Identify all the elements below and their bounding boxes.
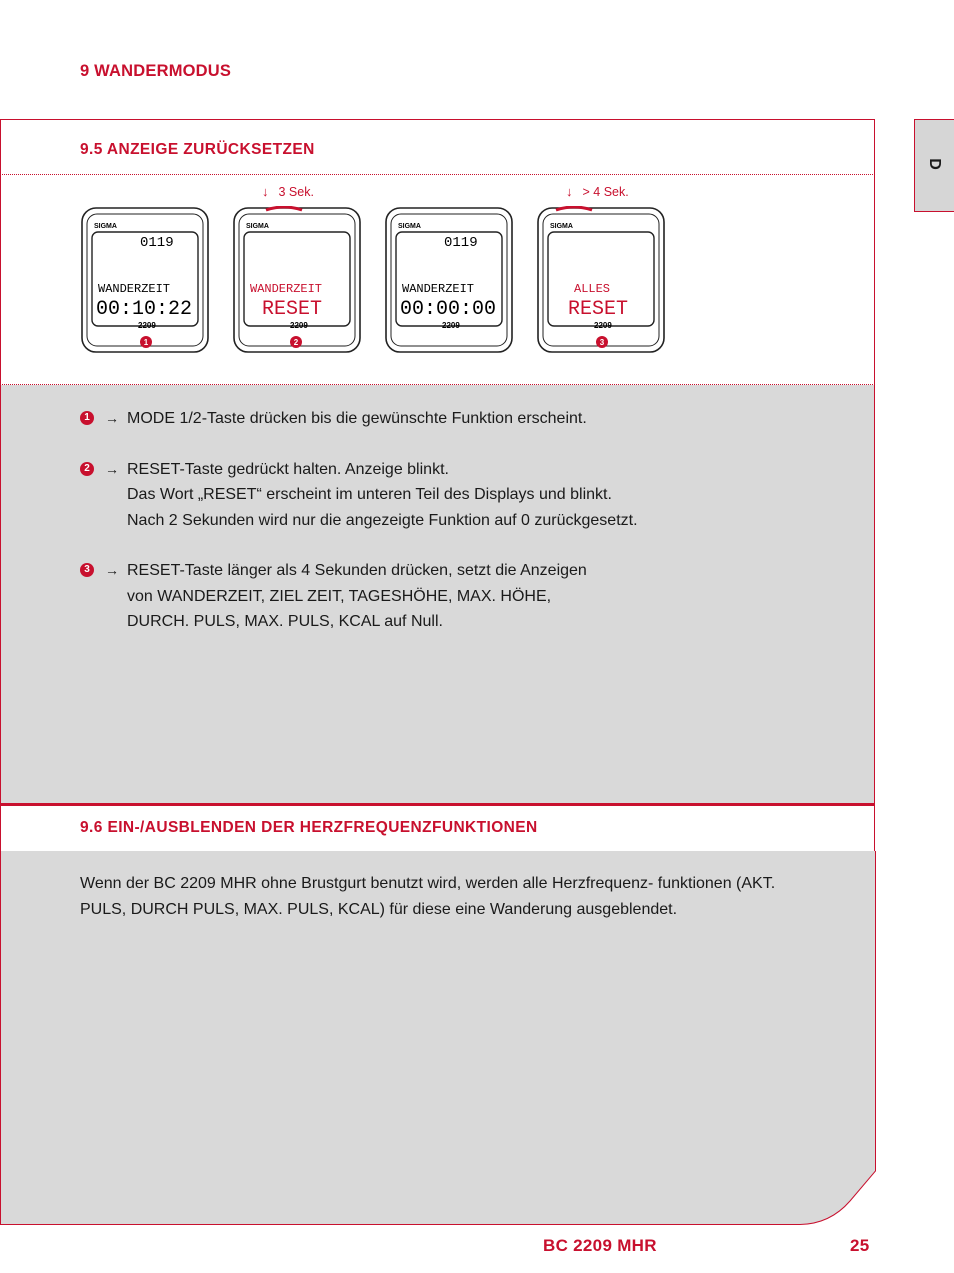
section-title-hr: 9.6 EIN-/AUSBLENDEN DER HERZFREQUENZFUNKTIONEN	[80, 819, 538, 836]
device-value: RESET	[568, 298, 629, 321]
device-brand: SIGMA	[550, 223, 573, 230]
device-model: 2209	[442, 321, 460, 330]
device-brand: SIGMA	[94, 223, 117, 230]
frame-left-border	[0, 119, 1, 385]
device-label: ALLES	[574, 282, 611, 296]
device-brand: SIGMA	[246, 223, 269, 230]
footer-model: BC 2209 MHR	[543, 1236, 657, 1255]
arrow-right-icon: →	[105, 410, 119, 426]
step-text: von WANDERZEIT, ZIEL ZEIT, TAGESHÖHE, MAX. HÖHE,	[127, 587, 552, 605]
step-text: MODE 1/2-Taste drücken bis die gewünschte Funktion erscheint.	[127, 410, 587, 427]
arrow-down-icon: ↓	[262, 184, 269, 199]
caption-4-sek: ↓ > 4 Sek.	[566, 184, 629, 199]
device-illustration-2	[232, 206, 362, 354]
language-tab	[914, 119, 954, 212]
device-label: WANDERZEIT	[402, 282, 475, 296]
step-text: DURCH. PULS, MAX. PULS, KCAL auf Null.	[127, 613, 443, 630]
instruction-steps	[80, 406, 638, 660]
device-illustration-1	[80, 206, 210, 354]
device-value: RESET	[262, 298, 323, 321]
step-number-badge: 3	[80, 563, 94, 577]
caption-3-sek: ↓ 3 Sek.	[262, 184, 314, 199]
step-3	[80, 558, 638, 635]
arrow-down-icon: ↓	[566, 184, 573, 199]
step-text: RESET-Taste gedrückt halten. Anzeige blinkt.	[127, 460, 449, 478]
device-model: 2209	[290, 321, 308, 330]
step-number: 2	[293, 338, 299, 347]
page-number: 25	[850, 1236, 870, 1255]
step-number: 1	[143, 338, 149, 347]
device-model: 2209	[594, 321, 612, 330]
language-tab-letter: D	[926, 158, 943, 170]
arrow-right-icon: →	[105, 460, 119, 477]
dotted-divider	[0, 174, 875, 175]
device-label: WANDERZEIT	[98, 282, 171, 296]
hr-paragraph: Wenn der BC 2209 MHR ohne Brustgurt benutzt wird, werden alle Herzfrequenz- funktionen (AKT. PULS, DURCH PULS, MAX. PULS, KCAL) für diese eine Wanderung ausgeblendet.	[80, 875, 776, 918]
section-title-reset: 9.5 ANZEIGE ZURÜCKSETZEN	[80, 141, 315, 158]
step-number-badge: 2	[80, 462, 94, 476]
device-illustration-4	[536, 206, 666, 354]
step-2	[80, 457, 638, 534]
device-value: 00:10:22	[96, 298, 193, 321]
device-illustration-3	[384, 206, 514, 354]
step-text: Nach 2 Sekunden wird nur die angezeigte Funktion auf 0 zurückgesetzt.	[127, 511, 638, 529]
step-text: RESET-Taste länger als 4 Sekunden drücken, setzt die Anzeigen	[127, 562, 587, 579]
step-number-badge: 1	[80, 411, 94, 425]
device-label: WANDERZEIT	[250, 282, 323, 296]
step-text: Das Wort „RESET“ erscheint im unteren Teil des Displays und blinkt.	[127, 486, 612, 503]
arrow-right-icon: →	[105, 562, 119, 578]
device-top-value: 0119	[444, 235, 478, 251]
step-1	[80, 406, 638, 432]
step-number: 3	[599, 338, 605, 347]
frame-top-border	[0, 119, 875, 120]
device-brand: SIGMA	[398, 223, 421, 230]
chapter-heading: 9 WANDERMODUS	[80, 62, 232, 80]
device-model: 2209	[138, 321, 156, 330]
device-top-value: 0119	[140, 235, 174, 251]
device-value: 00:00:00	[400, 298, 497, 321]
